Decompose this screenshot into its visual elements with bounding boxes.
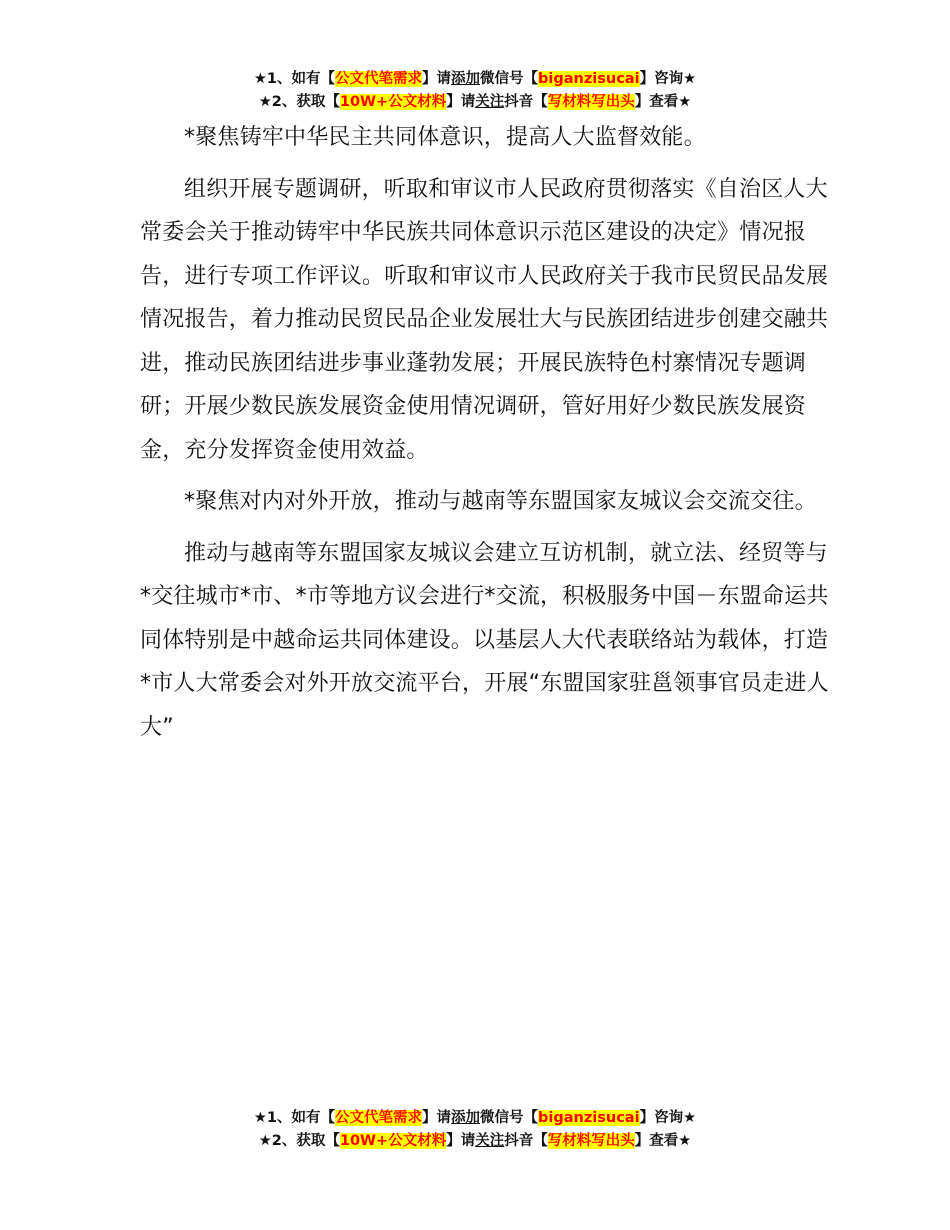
banner-text: 】请 (422, 71, 452, 87)
star-icon: ★ (258, 1133, 272, 1149)
highlight-materials: 10W+公文材料 (339, 94, 447, 110)
paragraph-heading-2: *聚焦对内对外开放，推动与越南等东盟国家友城议会交流交往。 (184, 489, 817, 514)
underlined-text: 关注 (475, 1133, 505, 1149)
banner-text: 微信号【 (480, 1110, 539, 1126)
banner-text: 】咨询 (639, 1110, 684, 1126)
document-body (140, 116, 830, 757)
banner-line-2 (0, 1130, 950, 1153)
highlight-materials: 10W+公文材料 (339, 1133, 447, 1149)
paragraph-body-1: 组织开展专题调研，听取和审议市人民政府贯彻落实《自治区人大常委会关于推动铸牢中华民族共同体意识示范区建设的决定》情况报告，进行专项工作评议。听取和审议市人民政府关于我市民贸民品发展情况报告，着力推动民贸民品企业发展壮大与民族团结进步创建交融共进，推动民族团结进步事业蓬勃发展；开展民族特色村寨情况专题调研；开展少数民族发展资金使用情况调研，管好用好少数民族发展资金，充分发挥资金使用效益。 (140, 176, 829, 463)
underlined-text: 关注 (475, 94, 505, 110)
banner-text: 2、获取【 (271, 94, 340, 110)
banner-line-2 (0, 91, 950, 114)
highlight-douyin: 写材料写出头 (547, 1133, 635, 1149)
underlined-text: 添加 (451, 71, 481, 87)
highlight-service: 公文代笔需求 (335, 71, 423, 87)
underlined-text: 添加 (451, 1110, 481, 1126)
banner-text: 2、获取【 (271, 1133, 340, 1149)
star-icon: ★ (678, 94, 692, 110)
banner-text: 】查看 (634, 1133, 679, 1149)
banner-text: 抖音【 (504, 1133, 548, 1149)
paragraph-body-2: 推动与越南等东盟国家友城议会建立互访机制，就立法、经贸等与*交往城市*市、*市等地方议会进行*交流，积极服务中国－东盟命运共同体特别是中越命运共同体建设。以基层人大代表联络站为载体，打造*市人大常委会对外开放交流平台，开展“东盟国家驻邕领事官员走进人大” (140, 540, 829, 740)
paragraph-heading-1: *聚焦铸牢中华民主共同体意识，提高人大监督效能。 (184, 125, 706, 150)
star-icon: ★ (253, 71, 267, 87)
banner-line-1 (0, 1107, 950, 1130)
header-banner (0, 68, 950, 114)
banner-line-1 (0, 68, 950, 91)
banner-text: 1、如有【 (266, 71, 336, 87)
highlight-wechat-id: biganzisucai (538, 71, 640, 87)
star-icon: ★ (678, 1133, 692, 1149)
banner-text: 抖音【 (504, 94, 548, 110)
banner-text: 】请 (422, 1110, 452, 1126)
star-icon: ★ (683, 71, 697, 87)
star-icon: ★ (258, 94, 272, 110)
highlight-douyin: 写材料写出头 (547, 94, 635, 110)
banner-text: 】请 (446, 1133, 476, 1149)
banner-text: 】咨询 (639, 71, 684, 87)
banner-text: 1、如有【 (266, 1110, 336, 1126)
banner-text: 微信号【 (480, 71, 539, 87)
footer-banner (0, 1107, 950, 1153)
star-icon: ★ (253, 1110, 267, 1126)
banner-text: 】查看 (634, 94, 679, 110)
banner-text: 】请 (446, 94, 476, 110)
highlight-service: 公文代笔需求 (335, 1110, 423, 1126)
highlight-wechat-id: biganzisucai (538, 1110, 640, 1126)
star-icon: ★ (683, 1110, 697, 1126)
